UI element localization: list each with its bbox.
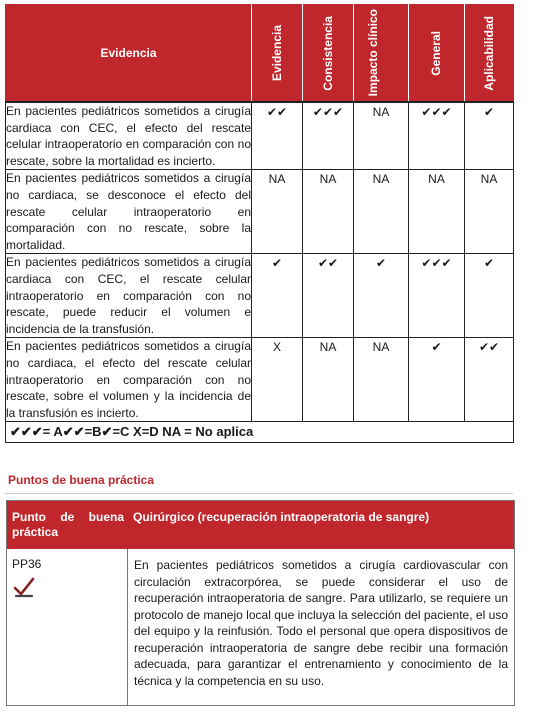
mark-aplicabilidad: ✔✔ — [465, 338, 514, 422]
evidence-text: En pacientes pediátricos sometidos a cirugía cardiaca con CEC, el efecto del rescate celular intraoperatorio en comparación con no rescate, sobre la mortalidad es incierto. — [6, 102, 252, 170]
mark-evidencia: X — [252, 338, 303, 422]
section-divider — [5, 493, 513, 494]
checkmark-icon — [13, 577, 35, 599]
section-title: Puntos de buena práctica — [8, 473, 155, 487]
good-practice-table — [6, 500, 515, 706]
mark-aplicabilidad: NA — [465, 170, 514, 254]
mark-general: ✔ — [409, 338, 465, 422]
mark-consistencia: ✔✔✔ — [303, 102, 354, 170]
evidence-row-4 — [6, 338, 514, 422]
evidence-text: En pacientes pediátricos sometidos a cirugía no cardiaca, el efecto del rescate celular intraoperatorio en comparación con no rescate, sobre el volumen y la incidencia de la transfusión es incierto. — [6, 338, 252, 422]
mark-evidencia: ✔ — [252, 254, 303, 338]
evidence-table — [5, 4, 514, 443]
mark-general: NA — [409, 170, 465, 254]
header-evidencia: Evidencia — [269, 24, 284, 82]
mark-impacto: NA — [354, 338, 409, 422]
header-consistencia: Consistencia — [320, 15, 335, 91]
evidence-header-row — [6, 5, 514, 103]
mark-aplicabilidad: ✔ — [465, 254, 514, 338]
header-punto-buena-practica: Punto de buena práctica — [12, 510, 124, 539]
mark-general: ✔✔✔ — [409, 102, 465, 170]
mark-consistencia: NA — [303, 338, 354, 422]
legend-row — [6, 422, 514, 443]
practice-code: PP36 — [12, 557, 42, 571]
good-practice-header — [7, 501, 514, 549]
evidence-text: En pacientes pediátricos sometidos a cirugía no cardiaca, se desconoce el efecto del rescate celular intraoperatorio en comparación con no rescate, sobre la mortalidad. — [6, 170, 252, 254]
evidence-text: En pacientes pediátricos sometidos a cirugía cardiaca con CEC, el rescate celular intraoperatorio en comparación con no rescate, puede reducir el volumen e incidencia de la transfusión. — [6, 254, 252, 338]
grade-legend: ✔✔✔= A✔✔=B✔=C X=D NA = No aplica — [6, 422, 514, 443]
mark-impacto: NA — [354, 170, 409, 254]
header-quirurgico: Quirúrgico (recuperación intraoperatoria de sangre) — [133, 510, 430, 524]
evidence-row-1 — [6, 102, 514, 170]
practice-text: En pacientes pediátricos sometidos a cirugía cardiovascular con circulación extracorpórea, se puede considerar el uso de recuperación intraoperatoria de sangre. Para utilizarlo, se requiere un protocolo de manejo local que incluya la selección del paciente, el uso del equipo y la reinfusión. Todo el personal que opera dispositivos de recuperación intraoperatoria de sangre debe recibir una formación adecuada, para garantizar el entrenamiento y conocimiento de la técnica y la competencia en su uso. — [134, 558, 508, 688]
mark-evidencia: NA — [252, 170, 303, 254]
column-divider — [127, 549, 128, 705]
header-evidence: Evidencia — [6, 5, 252, 103]
header-general: General — [429, 30, 443, 76]
mark-aplicabilidad: ✔ — [465, 102, 514, 170]
header-aplicabilidad: Aplicabilidad — [481, 15, 496, 91]
mark-evidencia: ✔✔ — [252, 102, 303, 170]
mark-impacto: NA — [354, 102, 409, 170]
mark-consistencia: ✔✔ — [303, 254, 354, 338]
evidence-row-2 — [6, 170, 514, 254]
mark-general: ✔✔✔ — [409, 254, 465, 338]
evidence-row-3 — [6, 254, 514, 338]
mark-impacto: ✔ — [354, 254, 409, 338]
header-impacto-clinico: Impacto clínico — [366, 9, 380, 97]
mark-consistencia: NA — [303, 170, 354, 254]
